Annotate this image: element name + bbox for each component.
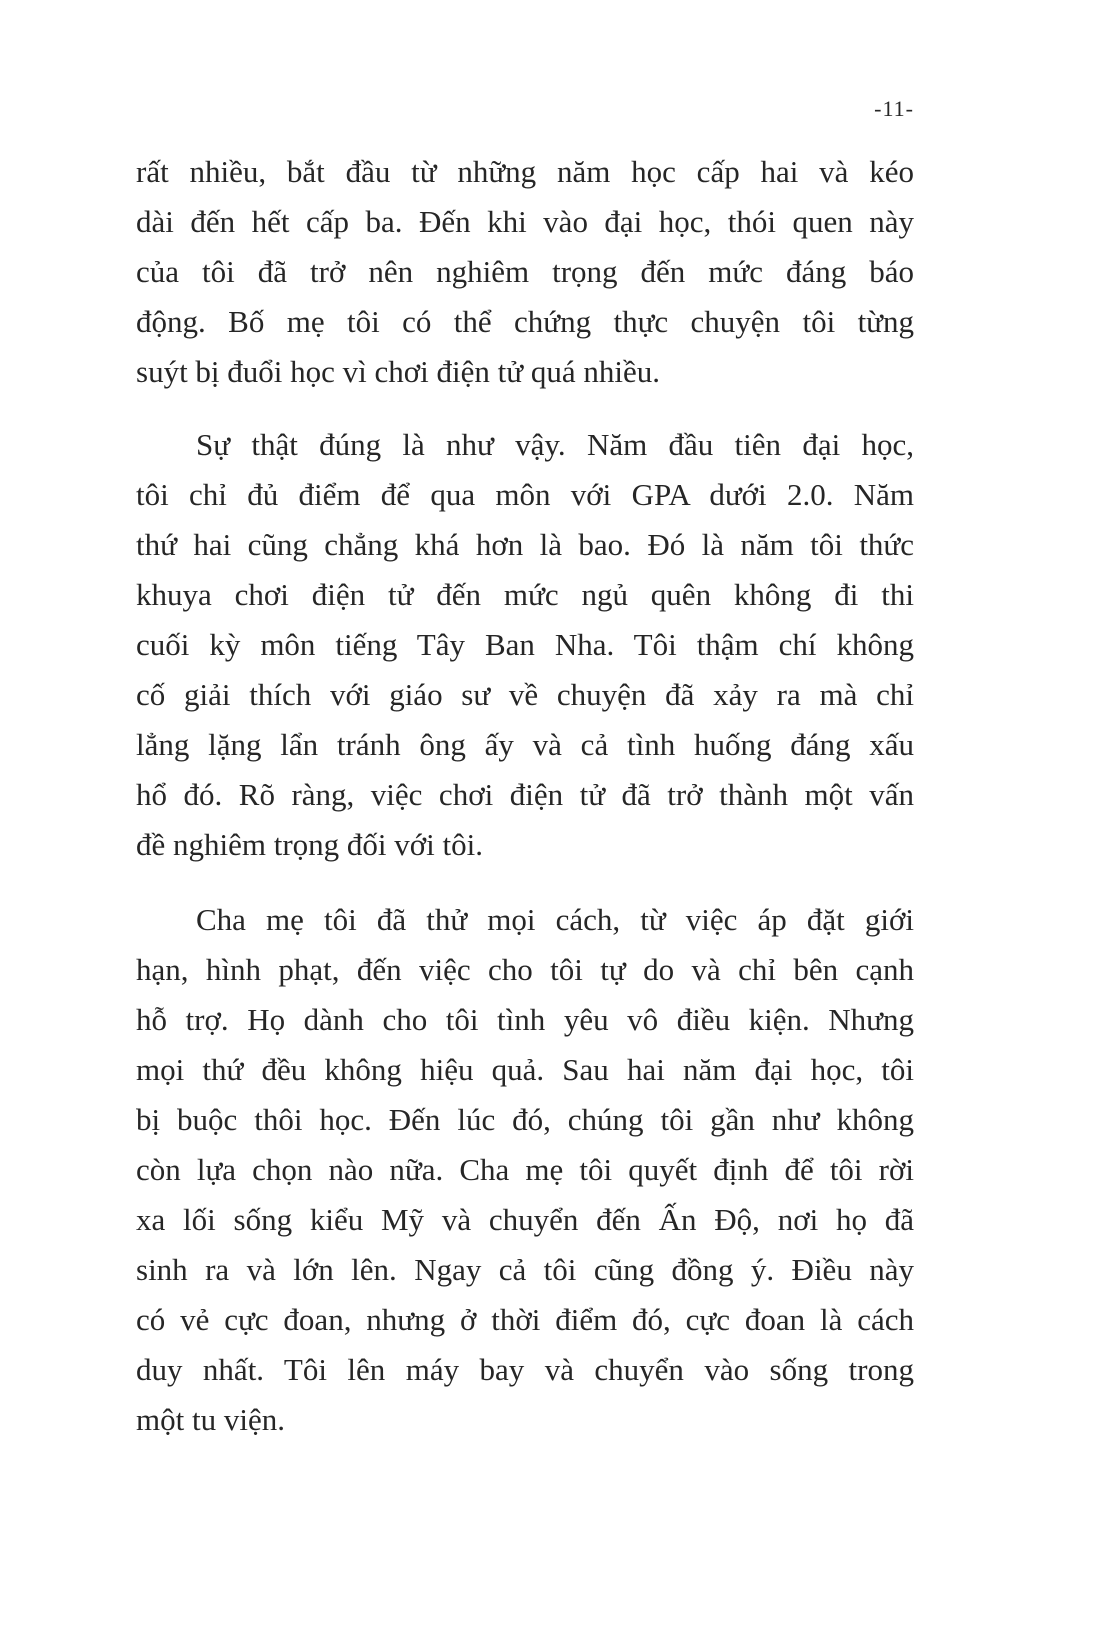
text-line: một tu viện.: [136, 1402, 285, 1437]
paragraph-3: [136, 895, 914, 1445]
paragraph-2: [136, 420, 914, 870]
text-line: có vẻ cực đoan, nhưng ở thời điểm đó, cực đoan là cách: [136, 1302, 914, 1337]
text-line: Cha mẹ tôi đã thử mọi cách, từ việc áp đặt giới: [196, 902, 914, 937]
text-line: hổ đó. Rõ ràng, việc chơi điện tử đã trở thành một vấn: [136, 777, 914, 812]
text-line: duy nhất. Tôi lên máy bay và chuyển vào sống trong: [136, 1352, 914, 1387]
text-line: cuối kỳ môn tiếng Tây Ban Nha. Tôi thậm chí không: [136, 627, 914, 662]
text-line: suýt bị đuổi học vì chơi điện tử quá nhiều.: [136, 354, 660, 389]
text-line: rất nhiều, bắt đầu từ những năm học cấp hai và kéo: [136, 154, 914, 189]
text-line: Sự thật đúng là như vậy. Năm đầu tiên đại học,: [196, 427, 914, 462]
text-line: hỗ trợ. Họ dành cho tôi tình yêu vô điều kiện. Nhưng: [136, 1002, 914, 1037]
text-line: tôi chỉ đủ điểm để qua môn với GPA dưới 2.0. Năm: [136, 477, 914, 512]
text-line: thứ hai cũng chẳng khá hơn là bao. Đó là năm tôi thức: [136, 527, 914, 562]
text-line: sinh ra và lớn lên. Ngay cả tôi cũng đồng ý. Điều này: [136, 1252, 914, 1287]
text-line: xa lối sống kiểu Mỹ và chuyển đến Ấn Độ, nơi họ đã: [136, 1202, 914, 1237]
text-line: của tôi đã trở nên nghiêm trọng đến mức đáng báo: [136, 254, 914, 289]
text-line: dài đến hết cấp ba. Đến khi vào đại học, thói quen này: [136, 204, 914, 239]
text-line: khuya chơi điện tử đến mức ngủ quên không đi thi: [136, 577, 914, 612]
text-line: còn lựa chọn nào nữa. Cha mẹ tôi quyết định để tôi rời: [136, 1152, 914, 1187]
text-line: mọi thứ đều không hiệu quả. Sau hai năm đại học, tôi: [136, 1052, 914, 1087]
text-line: cố giải thích với giáo sư về chuyện đã xảy ra mà chỉ: [136, 677, 914, 712]
text-line: hạn, hình phạt, đến việc cho tôi tự do và chỉ bên cạnh: [136, 952, 914, 987]
text-line: động. Bố mẹ tôi có thể chứng thực chuyện tôi từng: [136, 304, 914, 339]
paragraph-1: [136, 147, 914, 397]
page-number: -11-: [874, 96, 914, 121]
text-line: đề nghiêm trọng đối với tôi.: [136, 827, 484, 862]
text-line: bị buộc thôi học. Đến lúc đó, chúng tôi gần như không: [136, 1102, 914, 1137]
text-line: lẳng lặng lẩn tránh ông ấy và cả tình huống đáng xấu: [136, 727, 914, 762]
